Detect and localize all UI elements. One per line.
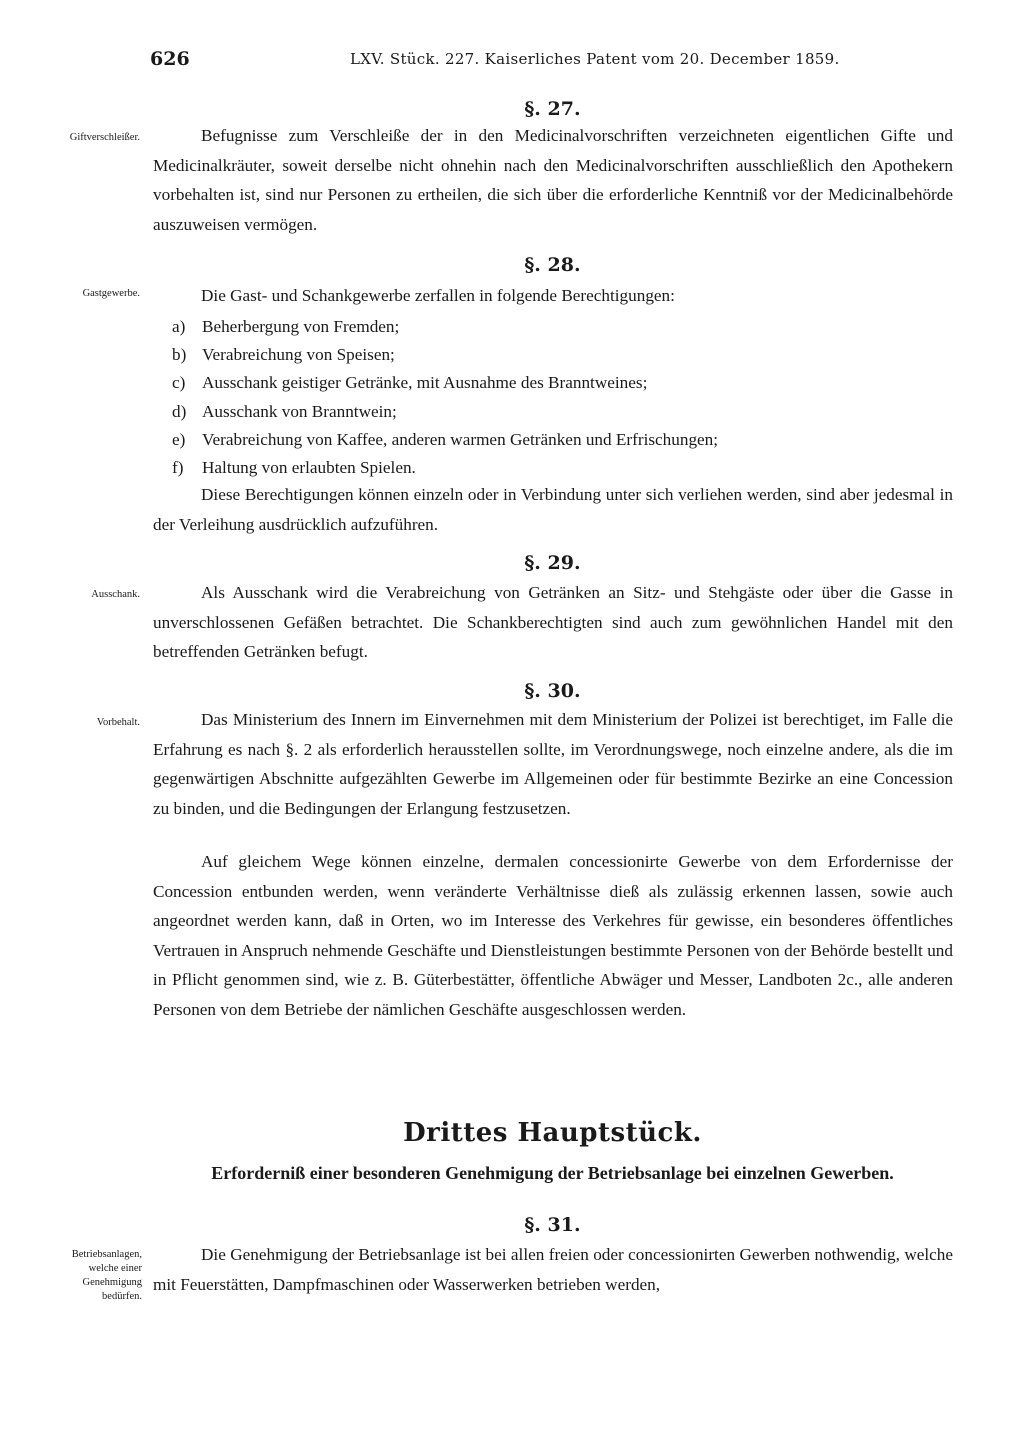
section-heading-31: §. 31. bbox=[524, 1214, 581, 1236]
list-item: e) Verabreichung von Kaffee, anderen warmen Getränken und Erfrischungen; bbox=[172, 429, 719, 449]
paragraph-31: Die Genehmigung der Betriebsanlage ist bei allen freien oder concessionirten Gewerben nothwendig, welche mit Feuerstätten, Dampfmaschinen oder Wasserwerken betrieben werden, bbox=[153, 1245, 953, 1294]
list-item: a) Beherbergung von Fremden; bbox=[172, 317, 400, 336]
list-item: d) Ausschank von Branntwein; bbox=[172, 401, 397, 421]
paragraph-27: Befugnisse zum Verschleiße der in den Medicinalvorschriften verzeichneten eigentlichen Gifte und Medicinalkräuter, soweit derselbe nicht ohnehin nach den Medicinalvorschriften ausschließlich den Apothekern vorbehalten ist, sind nur Personen zu ertheilen, die sich über die erforderliche Kenntniß vor der Medicinalbehörde auszuweisen vermögen. bbox=[153, 126, 953, 234]
list-item: b) Verabreichung von Speisen; bbox=[172, 345, 395, 365]
margin-note-ausschank: Ausschank. bbox=[91, 589, 140, 600]
margin-note-giftverschleisser: Giftverschleißer. bbox=[69, 132, 140, 143]
paragraph-29: Als Ausschank wird die Verabreichung von Getränken an Sitz- und Stehgäste oder über die Gasse in unverschlossenen Gefäßen betrachtet. Die Schankberechtigten sind auch zum gewöhnlichen Handel mit den betreffenden Getränken befugt. bbox=[153, 583, 953, 662]
chapter-title: Drittes Hauptstück. bbox=[403, 1118, 702, 1148]
berechtigungen-list bbox=[172, 313, 952, 482]
paragraph-28-intro: Die Gast- und Schankgewerbe zerfallen in folgende Berechtigungen: bbox=[201, 286, 675, 305]
chapter-subtitle: Erforderniß einer besonderen Genehmigung der Betriebsanlage bei einzelnen Gewerben. bbox=[211, 1163, 894, 1183]
section-heading-29: §. 29. bbox=[524, 552, 581, 574]
margin-note-gastgewerbe: Gastgewerbe. bbox=[82, 288, 140, 299]
page-header bbox=[150, 48, 950, 72]
page-number: 626 bbox=[150, 48, 190, 70]
section-heading-30: §. 30. bbox=[524, 680, 581, 702]
margin-note-vorbehalt: Vorbehalt. bbox=[96, 717, 140, 728]
list-item: f) Haltung von erlaubten Spielen. bbox=[172, 458, 416, 478]
paragraph-28-closing: Diese Berechtigungen können einzeln oder in Verbindung unter sich verliehen werden, sind aber jedesmal in der Verleihung ausdrücklich aufzuführen. bbox=[153, 485, 953, 534]
margin-note-betriebsanlagen: Betriebsanlagen, welche einer Genehmigung bedürfen. bbox=[71, 1249, 142, 1302]
running-head: LXV. Stück. 227. Kaiserliches Patent vom 20. December 1859. bbox=[350, 50, 840, 68]
paragraph-30-1: Das Ministerium des Innern im Einvernehmen mit dem Ministerium der Polizei ist berechtiget, im Falle die Erfahrung es nach §. 2 als erforderlich herausstellen sollte, im Verordnungswege, noch einzelne andere, als die im gegenwärtigen Abschnitte aufgezählten Gewerbe im Allgemeinen oder für bestimmte Bezirke an eine Concession zu binden, und die Bedingungen der Erlangung festzusetzen. bbox=[153, 710, 953, 818]
section-heading-28: §. 28. bbox=[524, 254, 581, 276]
list-item: c) Ausschank geistiger Getränke, mit Ausnahme des Branntweines; bbox=[172, 373, 648, 393]
paragraph-30-2: Auf gleichem Wege können einzelne, dermalen concessionirte Gewerbe von dem Erfordernisse der Concession entbunden werden, wenn veränderte Verhältnisse dieß als zulässig erkennen lassen, sowie auch angeordnet werden kann, daß in Orten, wo im Interesse des Verkehres für gewisse, ein besonderes öffentliches Vertrauen in Anspruch nehmende Geschäfte und Dienstleistungen bestimmte Personen von der Behörde bestellt und in Pflicht genommen sind, wie z. B. Güterbestätter, öffentliche Abwäger und Messer, Landboten 2c., alle anderen Personen von dem Betriebe der nämlichen Geschäfte ausgeschlossen werden. bbox=[153, 852, 953, 1019]
section-heading-27: §. 27. bbox=[524, 98, 581, 120]
